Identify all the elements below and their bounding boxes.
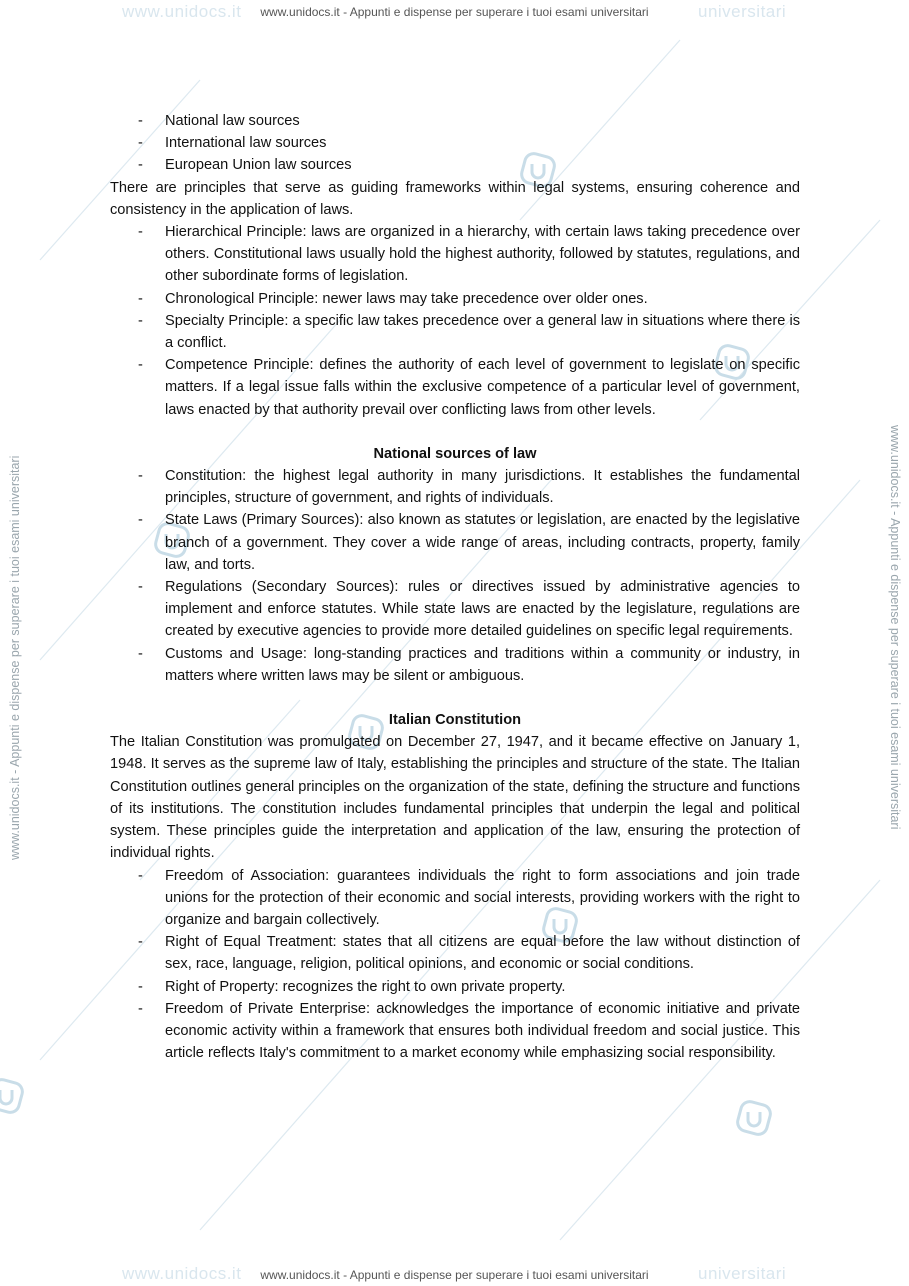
list-marker: - (138, 934, 143, 951)
list-item: - European Union law sources (110, 154, 800, 176)
constitution-rights-list (110, 865, 800, 1065)
watermark-footer-band: www.unidocs.it - Appunti e dispense per superare i tuoi esami universitari (260, 1268, 649, 1282)
unidocs-logo-icon (734, 1098, 774, 1138)
list-item: - Chronological Principle: newer laws may take precedence over older ones. (110, 288, 800, 310)
watermark-faint-suffix-bottom: universitari (698, 1264, 787, 1283)
list-item: - Right of Equal Treatment: states that all citizens are equal before the law without distinction of sex, race, language, religion, political opinions, and economic or social conditions. (110, 931, 800, 975)
watermark-faint-text-bottom: www.unidocs.it (122, 1264, 242, 1283)
section-heading-italian-constitution: Italian Constitution (388, 712, 522, 729)
principles-list (110, 221, 800, 421)
principles-intro: There are principles that serve as guiding frameworks within legal systems, ensuring coherence and consistency in the application of laws. (110, 179, 800, 218)
list-item: - Hierarchical Principle: laws are organized in a hierarchy, with certain laws taking precedence over others. Constitutional laws usually hold the highest authority, followed by statutes, regulations, and other subordinate forms of legislation. (110, 221, 800, 288)
list-marker: - (138, 113, 143, 129)
watermark-side-right: www.unidocs.it - Appunti e dispense per superare i tuoi esami universitari (888, 425, 902, 830)
list-item: - Specialty Principle: a specific law takes precedence over a general law in situations where there is a conflict. (110, 310, 800, 354)
list-item: - Right of Property: recognizes the right to own private property. (110, 976, 800, 998)
list-item: - Regulations (Secondary Sources): rules or directives issued by administrative agencies to implement and enforce statutes. While state laws are enacted by the legislature, regulations are created by executive agencies to provide more detailed guidelines on specific legal requirements. (110, 576, 800, 643)
watermark-faint-suffix: universitari (698, 2, 787, 21)
watermark-side-left: www.unidocs.it - Appunti e dispense per superare i tuoi esami universitari (8, 455, 22, 860)
list-item: - Freedom of Association: guarantees individuals the right to form associations and join trade unions for the protection of their economic and social interests, providing workers with the right to organize and bargain collectively. (110, 865, 800, 932)
list-item: - International law sources (110, 132, 800, 154)
list-marker: - (138, 157, 143, 174)
list-item: - Freedom of Private Enterprise: acknowledges the importance of economic initiative and private economic activity within a framework that ensures both individual freedom and social justice. This article reflects Italy's commitment to a market economy while emphasizing social responsibility. (110, 998, 800, 1065)
list-marker: - (138, 579, 143, 596)
list-marker: - (138, 224, 143, 241)
list-marker: - (138, 357, 143, 374)
list-item: - Constitution: the highest legal authority in many jurisdictions. It establishes the fundamental principles, structure of government, and rights of individuals. (110, 465, 800, 509)
list-marker: - (138, 312, 143, 329)
law-sources-list (110, 110, 800, 177)
section-heading-national-sources: National sources of law (373, 445, 537, 462)
list-marker: - (138, 645, 143, 662)
list-item: - Customs and Usage: long-standing practices and traditions within a community or industry, in matters where written laws may be silent or ambiguous. (110, 643, 800, 687)
national-sources-list (110, 465, 800, 687)
list-marker: - (138, 135, 143, 152)
watermark-header-band: www.unidocs.it - Appunti e dispense per superare i tuoi esami universitari (260, 5, 649, 19)
list-item: - Competence Principle: defines the authority of each level of government to legislate on specific matters. If a legal issue falls within the exclusive competence of a particular level of government, laws enacted by that authority prevail over conflicting laws from other levels. (110, 354, 800, 421)
unidocs-logo-icon (0, 1076, 26, 1116)
list-marker: - (138, 867, 143, 884)
watermark-faint-text: www.unidocs.it (122, 2, 242, 21)
constitution-paragraph: The Italian Constitution was promulgated on December 27, 1947, and it became effective on January 1, 1948. It serves as the supreme law of Italy, establishing the principles and structure of the state. The Italian Constitution outlines general principles on the organization of the state, defining the structure and functions of its institutions. The constitution includes fundamental principles that underpin the legal and political system. These principles guide the interpretation and application of the law, ensuring the protection of individual rights. (110, 734, 800, 862)
list-marker: - (138, 468, 143, 485)
list-marker: - (138, 290, 143, 307)
list-marker: - (138, 978, 143, 995)
document-body (110, 110, 800, 1064)
list-item: - State Laws (Primary Sources): also known as statutes or legislation, are enacted by the legislative branch of a government. They cover a wide range of areas, including contracts, property, family law, and torts. (110, 509, 800, 576)
list-item: - National law sources (110, 110, 800, 132)
list-marker: - (138, 1000, 143, 1017)
list-marker: - (138, 512, 143, 529)
